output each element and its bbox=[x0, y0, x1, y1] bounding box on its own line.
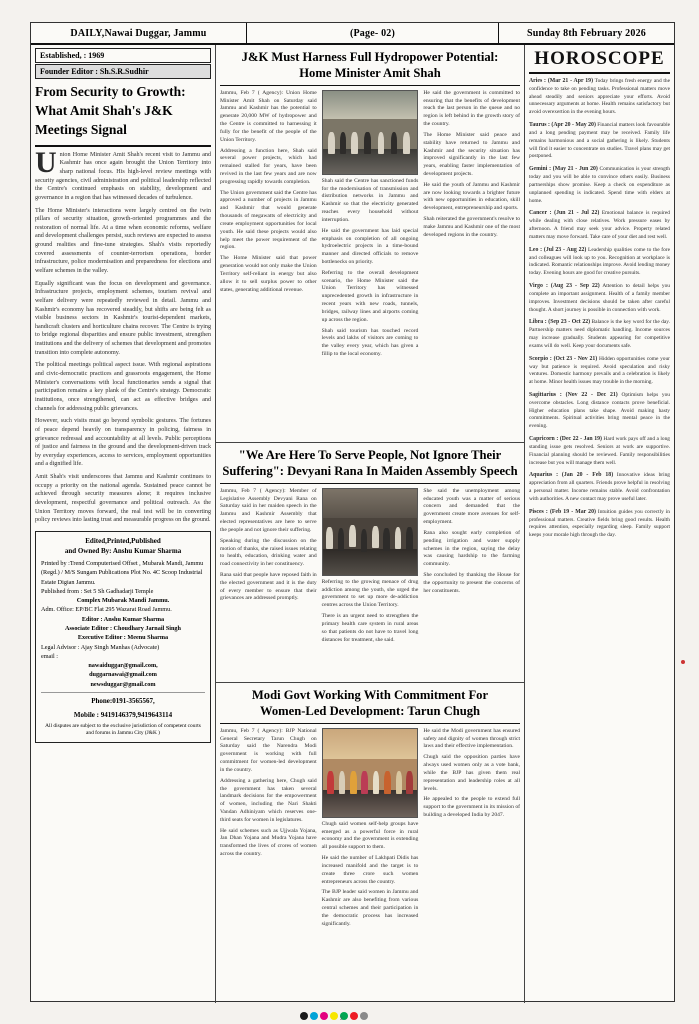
imprint-email-1: nawaiduggar@gmail.com, bbox=[88, 662, 158, 670]
story-paragraph: Addressing a function here, Shah said several power projects, which had remained stalled for years, have been revived in the last few years and are now progressing rapidly towards completion. bbox=[220, 147, 317, 185]
imprint-email-2: duggarnawai@gmail.com bbox=[89, 671, 157, 679]
horoscope-entry bbox=[529, 435, 670, 467]
story-headline bbox=[220, 447, 520, 484]
story-paragraph: Shah said tourism has touched record levels and lakhs of visitors are coming to the valley every year, which has given a fillip to the local economy. bbox=[321, 327, 419, 358]
horoscope-entry bbox=[529, 355, 670, 387]
story-photo bbox=[322, 90, 419, 175]
imprint-legal-advisor: Legal Advisor : Ajay Singh Manhas (Advocate) bbox=[41, 643, 160, 651]
horoscope-sign: Libra : (Sep 23 - Oct 22) bbox=[529, 319, 591, 326]
story-paragraph: The BJP leader said women in Jammu and Kashmir are also benefiting from various central schemes and their participation in the democratic process has increased significantly. bbox=[321, 889, 419, 927]
registration-mark-right bbox=[681, 660, 685, 664]
horoscope-text: Balance is the key word for the day. Partnership matters need diplomatic handling. Income sources may increase gradually. Students appearing for competitive exams will do well. Keep your documents safe. bbox=[529, 319, 670, 349]
story-photo bbox=[322, 488, 419, 576]
editorial-paragraph: The political meetings political aspect issue. With regional aspirations and civic-democratic practices and grassroots engagement, the Home Minister's conversations with local functionaries sends a signal that participation remains a key plank of the Centre's strategy. Democratic institutions, once strengthened, can act as effective bridges and channels for addressing public grievances. bbox=[35, 362, 211, 412]
story-column bbox=[423, 488, 520, 648]
horoscope-sign: Capricorn : (Dec 22 - Jan 19) bbox=[529, 436, 602, 443]
story-headline-line-1: "We Are Here To Serve People, Not Ignore Their bbox=[238, 448, 502, 462]
masthead-right bbox=[498, 23, 674, 43]
horoscope-entry bbox=[529, 209, 670, 241]
footer-page-number: 2 bbox=[340, 1017, 343, 1022]
paper-sheet bbox=[30, 22, 675, 1002]
editorial-paragraph: The Home Minister's interactions were largely centred on the twin pillars of security situation, growth-oriented programmes and the restoration of normal life. At a time when economic reforms, welfare and development challenges persist, such reviews are expected to assess ground realities and fine-tune strategies. Shah's visits reportedly covered assessments of counter-terrorism operations, border infrastructure, police modernisation and preparedness for elections and welfare schemes in the valley. bbox=[35, 207, 211, 274]
story-paragraph: Jammu, Feb 7 ( Agency): Member of Legislative Assembly Devyani Rana on Saturday said in her maiden speech in the Jammu and Kashmir Assembly that elected representatives are here to serve the people and not ignore their suffering. bbox=[220, 487, 317, 533]
founder-editor-line: Founder Editor : Sh.S.R.Sudhir bbox=[35, 64, 211, 79]
horoscope-text: Hidden opportunities come your way but patience is required. Avoid speculation and risky ventures. Domestic harmony prevails and a celebration is likely at home. Minor health issues may trouble in the morning. bbox=[529, 355, 670, 386]
horoscope-sign: Virgo : (Aug 23 - Sep 22) bbox=[529, 283, 600, 290]
horoscope-sign: Aquarius : (Jan 20 - Feb 18) bbox=[529, 472, 614, 479]
horoscope-title: HOROSCOPE bbox=[529, 48, 670, 74]
horoscope-entry bbox=[529, 282, 670, 314]
story-hydropower bbox=[216, 45, 524, 443]
story-headline-line-1: Modi Govt Working With Commitment For bbox=[251, 688, 489, 702]
story-tarun-chugh bbox=[216, 683, 524, 1001]
story-column bbox=[423, 728, 520, 932]
editorial-paragraph-text: nion Home Minister Amit Shah's recent visit to Jammu and Kashmir has once again brought the Union Territory into sharp national focus. His high-level review meetings with security agencies, civil administration and political leadership reflected the Centre's continued emphasis on stability, development and governance in a region that has witnessed decades of turbulence. bbox=[35, 151, 211, 201]
story-paragraph: She said the unemployment among educated youth was a matter of serious concern and demanded that the government create more avenues for self-employment. bbox=[423, 487, 521, 526]
editorial-headline bbox=[35, 83, 211, 147]
story-paragraph: Rana also sought early completion of pending irrigation and water supply schemes in the region, saying the delay was causing hardship to the farming community. bbox=[423, 529, 521, 568]
horoscope-text: Emotional balance is required while dealing with close relatives. Work pressure eases by afternoon. A friend may seek your advice. Property related matters may move forward. Take care of your diet and rest well. bbox=[529, 210, 670, 240]
imprint-line-2: and Owned By: Anshu Kumar Sharma bbox=[64, 547, 182, 556]
horoscope-text: Attention to detail helps you complete an important assignment. Health of a family member improves. Investment decisions should be taken after careful thought. A short journey is possible in connection with work. bbox=[529, 283, 670, 313]
editorial-paragraph: Equally significant was the focus on development and governance. Infrastructure projects, employment schemes, tourism revival and welfare delivery were repeatedly reviewed in detail. Jammu and Kashmir's economy has recovered steadily, but shifts are being felt as visible business sectors in Kashmir's tourist-dependent markets, handicraft clusters and horticulture chains recover. The Centre is trying to bridge regional disparities and ensure public investment, strengthen institutions and the delivery of schemes that development and promotes transition into complete autonomy. bbox=[35, 280, 211, 356]
horoscope-sign: Scorpio : (Oct 23 - Nov 21) bbox=[529, 355, 598, 362]
story-photo bbox=[322, 728, 419, 818]
editorial-headline-line-2: What Amit Shah's J&K bbox=[35, 103, 173, 119]
imprint-associate-editor: Associate Editor : Choudhary Jarnail Singh bbox=[65, 625, 181, 632]
imprint-divider bbox=[41, 692, 205, 693]
story-paragraph: The Home Minister said that power generation would not only make the Union Territory self-reliant in energy but also allow it to sell surplus power to other states, generating additional revenue. bbox=[220, 255, 317, 293]
editorial-headline-line-1: From Security to Growth: bbox=[35, 84, 186, 99]
story-paragraph: Addressing a gathering here, Chugh said the government has taken several landmark decisions for the empowerment of women, including the Nari Shakti Vandan Adhiniyam which reserves one-third seats for women in legislatures. bbox=[220, 777, 317, 823]
story-paragraph: Chugh said the opposition parties have always used women only as a vote bank, while the BJP has given them real representation and leadership roles at all levels. bbox=[423, 754, 521, 792]
story-paragraph: He said the government is committed to ensuring that the benefits of development reach the last person in the queue and no region is left behind in the growth story of the country. bbox=[423, 89, 521, 128]
horoscope-sign: Taurus : (Apr 20 - May 20) bbox=[529, 122, 596, 129]
editorial-paragraph: However, such visits must go beyond symbolic gestures. The fortunes of peace depend heavily on transparency in policing, fairness in grievance redressal and accountability at all levels. Public perceptions of justice and fairness in the ground and the development-driven track by everyday experiences, access to services, employment opportunities and a dignified life. bbox=[35, 418, 211, 468]
story-column bbox=[220, 488, 317, 648]
editorial-paragraph bbox=[35, 145, 211, 203]
story-headline-line-2: Women-Led Development: Tarun Chugh bbox=[259, 704, 481, 719]
horoscope-entry bbox=[529, 318, 670, 350]
imprint-editor: Editor : Anshu Kumar Sharma bbox=[81, 615, 165, 623]
color-swatch-red bbox=[350, 1012, 358, 1020]
story-column bbox=[322, 488, 419, 648]
story-paragraph: Chugh said women self-help groups have emerged as a powerful force in rural economy and the government is extending all possible support to them. bbox=[321, 820, 419, 851]
imprint-phone: Phone:0191-3565567, bbox=[91, 697, 155, 706]
color-swatch-black bbox=[300, 1012, 308, 1020]
masthead-left bbox=[31, 23, 247, 43]
story-paragraph: He said the Modi government has ensured safety and dignity of women through strict laws and their effective implementation. bbox=[423, 727, 521, 750]
horoscope-text: Optimism helps you overcome obstacles. Long distance contacts prove beneficial. Higher education plans take shape. Avoid making hasty commitments. Spiritual activities bring mental peace in the evening. bbox=[529, 391, 670, 430]
story-column bbox=[322, 90, 419, 362]
story-devyani-rana bbox=[216, 443, 524, 683]
photo-women-event bbox=[322, 728, 419, 818]
horoscope-column bbox=[524, 45, 674, 1003]
story-paragraph: She concluded by thanking the House for the opportunity to present the concerns of her constituents. bbox=[423, 572, 521, 594]
horoscope-sign: Pisces : (Feb 19 - Mar 20) bbox=[529, 508, 596, 515]
story-columns bbox=[220, 488, 520, 648]
imprint-email-label: email : bbox=[41, 652, 59, 660]
horoscope-entry bbox=[529, 471, 670, 503]
editorial-paragraph: Amit Shah's visit underscores that Jammu and Kashmir continues to occupy a priority on the national agenda. Sustained peace cannot be achieved through security measures alone; it requires inclusive development, respectful governance and political outreach. As the Union Territory moves forward, the real test will be in converting policy reviews into lasting trust and measurable progress on the ground. bbox=[35, 474, 211, 524]
imprint-mobile: Mobile : 9419146379,9419643114 bbox=[73, 710, 173, 719]
story-paragraph: He said schemes such as Ujjwala Yojana, Jan Dhan Yojana and Mudra Yojana have transformed the lives of crores of women across the country. bbox=[220, 827, 317, 858]
established-line: Established, : 1969 bbox=[35, 48, 211, 63]
story-column bbox=[220, 90, 317, 362]
story-paragraph: Jammu, Feb 7 ( Agency): Union Home Minister Amit Shah on Saturday said Jammu and Kashmir has the potential to generate 20,000 MW of hydropower and the Centre is committed to harnessing it fully for the benefit of the people of the Union Territory. bbox=[220, 89, 317, 143]
story-paragraph: Jammu, Feb 7 ( Agency): BJP National General Secretary Tarun Chugh on Saturday said the Narendra Modi government is working with full commitment for women-led development in the country. bbox=[220, 727, 317, 773]
story-headline bbox=[220, 49, 520, 86]
drop-cap: U bbox=[35, 145, 57, 179]
story-column bbox=[423, 90, 520, 362]
horoscope-text: Financial matters look favourable and a long pending payment may be received. Family life remains harmonious and a social gathering is likely. Students will find it easier to concentrate on studies. Travel plans may get postponed. bbox=[529, 122, 670, 160]
story-paragraph: Referring to the growing menace of drug addiction among the youth, she urged the government to set up more de-addiction centres across the Union Territory. bbox=[321, 578, 419, 609]
horoscope-body bbox=[529, 77, 670, 540]
photo-hydropower-meeting bbox=[322, 90, 419, 175]
story-paragraph: The Home Minister said peace and stability have returned to Jammu and Kashmir and the security situation has improved significantly in the last few years, enabling faster implementation of development projects. bbox=[423, 131, 521, 177]
imprint-line-1: Edited,Printed,Published bbox=[85, 536, 161, 545]
editorial-body bbox=[35, 145, 211, 525]
imprint-email-3: newsduggar@gmail.com bbox=[90, 680, 156, 688]
photo-assembly-session bbox=[322, 488, 419, 576]
imprint-office: Adm. Office: EP/BC Flat 295 Wazarat Road Jammu. bbox=[41, 606, 172, 614]
story-column bbox=[220, 728, 317, 932]
color-swatch-magenta bbox=[320, 1012, 328, 1020]
color-swatch-yellow bbox=[330, 1012, 338, 1020]
horoscope-sign: Leo : (Jul 23 - Aug 22) bbox=[529, 246, 587, 253]
publication-title: DAILY,Nawai Duggar, Jammu bbox=[70, 27, 207, 39]
story-headline-line-2: Suffering": Devyani Rana In Maiden Assembly Speech bbox=[222, 464, 518, 479]
horoscope-sign: Gemini : (May 21 - Jun 20) bbox=[529, 166, 598, 173]
horoscope-text: Intuition guides you correctly in professional matters. Creative fields bring good results. Health requires attention, especially regarding sleep. Family support keeps your morale high through the day. bbox=[529, 508, 670, 539]
masthead-center bbox=[247, 23, 498, 43]
story-columns bbox=[220, 728, 520, 932]
story-columns bbox=[220, 90, 520, 362]
horoscope-entry bbox=[529, 77, 670, 117]
horoscope-entry bbox=[529, 508, 670, 540]
story-headline-line-1: J&K Must Harness Full Hydropower Potential: bbox=[241, 50, 499, 64]
horoscope-sign: Aries : (Mar 21 - Apr 19) bbox=[529, 78, 594, 84]
story-paragraph: Shah said the Centre has sanctioned funds for the modernisation of transmission and distribution networks in Jammu and Kashmir so that the electricity generated reaches every household without interruption. bbox=[321, 177, 419, 223]
stories-column bbox=[216, 45, 524, 1003]
horoscope-text: Hard work pays off and a long standing issue gets resolved. Seniors at work are supportive. Financial planning should be reviewed. Family responsibilities increase but you will manage them well. bbox=[529, 436, 670, 466]
color-swatch-cyan bbox=[310, 1012, 318, 1020]
horoscope-text: Communication is your strength today and you will be able to convince others easily. Business partnerships show promise. Keep a check on expenditure as unplanned spending is indicated. Spend time with elders at home. bbox=[529, 166, 671, 204]
horoscope-sign: Sagittarius : (Nov 22 - Dec 21) bbox=[529, 391, 618, 398]
story-paragraph: Rana said that people have reposed faith in the elected government and it is the duty of every member to ensure that their grievances are addressed promptly. bbox=[220, 572, 317, 602]
story-headline bbox=[220, 687, 520, 724]
color-swatch-grey bbox=[360, 1012, 368, 1020]
masthead bbox=[31, 23, 674, 45]
imprint-complex: Complex Mubarak Mandi Jammu. bbox=[76, 597, 170, 605]
story-paragraph: Referring to the overall development scenario, the Home Minister said the Union Territory has witnessed unprecedented growth in infrastructure in recent years with new roads, tunnels, bridges, railway lines and airports coming up across the region. bbox=[321, 269, 419, 323]
horoscope-entry bbox=[529, 165, 670, 205]
horoscope-text: Today brings fresh energy and the confidence to take on pending tasks. Professional matters move ahead steadily and seniors appreciate your efforts. Avoid unnecessary arguments at home. Health remains satisfactory but avoid overexertion in the evening hours. bbox=[529, 78, 670, 116]
story-paragraph: He said the youth of Jammu and Kashmir are now looking towards a brighter future with new opportunities in education, skill development, entrepreneurship and sports. bbox=[423, 181, 521, 212]
horoscope-entry bbox=[529, 391, 670, 431]
story-paragraph: He appealed to the people to extend full support to the government in its mission of building a developed India by 2047. bbox=[423, 796, 521, 818]
editorial-headline-line-3: Meetings Signal bbox=[35, 122, 127, 138]
imprint-executive-editor: Executive Editor : Meenu Sharma bbox=[77, 634, 169, 642]
story-paragraph: He said the government has laid special emphasis on completion of all ongoing hydroelectric projects in a time-bound manner and directed officials to remove bottlenecks on priority. bbox=[321, 227, 419, 265]
imprint-box bbox=[35, 531, 211, 743]
story-paragraph: The Union government said the Centre has approved a number of projects in Jammu and Kashmir that would generate thousands of megawatts of electricity and create employment opportunities for local youth. He said these projects would also help meet the power requirement of the region. bbox=[220, 189, 317, 251]
imprint-printed-by: Printed by :Trend Computerised Offset , Mubarak Mandi, Jammu (Regd.) / M/S Sungam Publications Plot No. 4C Scoop Industrial Estate Digian Jammu. bbox=[41, 559, 204, 586]
horoscope-sign: Cancer : (Jun 21 - Jul 22) bbox=[529, 210, 600, 217]
story-column bbox=[322, 728, 419, 932]
page-label: (Page- 02) bbox=[349, 27, 396, 39]
story-paragraph: He said the number of Lakhpati Didis has increased manifold and the target is to create three crore such women entrepreneurs across the country. bbox=[321, 855, 419, 885]
horoscope-entry bbox=[529, 121, 670, 161]
imprint-disclaimer: All disputes are subject to the exclusive jurisdiction of competent courts and forums in Jammu City (J&K ) bbox=[45, 723, 201, 737]
imprint-published-from: Published from : Set 5 Sh Gadhadarji Temple bbox=[41, 587, 154, 595]
editorial-column bbox=[31, 45, 216, 1003]
story-paragraph: Speaking during the discussion on the motion of thanks, she raised issues relating to health, education, drinking water and road connectivity in her constituency. bbox=[220, 537, 317, 568]
horoscope-entry bbox=[529, 246, 670, 278]
horoscope-text: Innovative ideas bring appreciation from all quarters. Friends prove helpful in resolving a personal matter. Income remains stable. Avoid confrontation with authorities. A new contact may prove useful later. bbox=[529, 472, 670, 502]
horoscope-text: Leadership qualities come to the fore and colleagues will look up to you. Recognition at workplace is indicated. Romantic relationships improve. Avoid lending money today. Evening hours are good for creative pursuits. bbox=[529, 246, 670, 277]
page-body bbox=[31, 45, 674, 1003]
story-paragraph: There is an urgent need to strengthen the primary health care system in rural areas so that patients do not have to travel long distances for treatment, she said. bbox=[321, 613, 419, 643]
issue-date: Sunday 8th February 2026 bbox=[527, 27, 646, 39]
story-paragraph: Shah reiterated the government's resolve to make Jammu and Kashmir one of the most developed regions in the country. bbox=[423, 216, 521, 238]
story-headline-line-2: Home Minister Amit Shah bbox=[299, 66, 441, 81]
print-color-bar bbox=[300, 1012, 368, 1020]
